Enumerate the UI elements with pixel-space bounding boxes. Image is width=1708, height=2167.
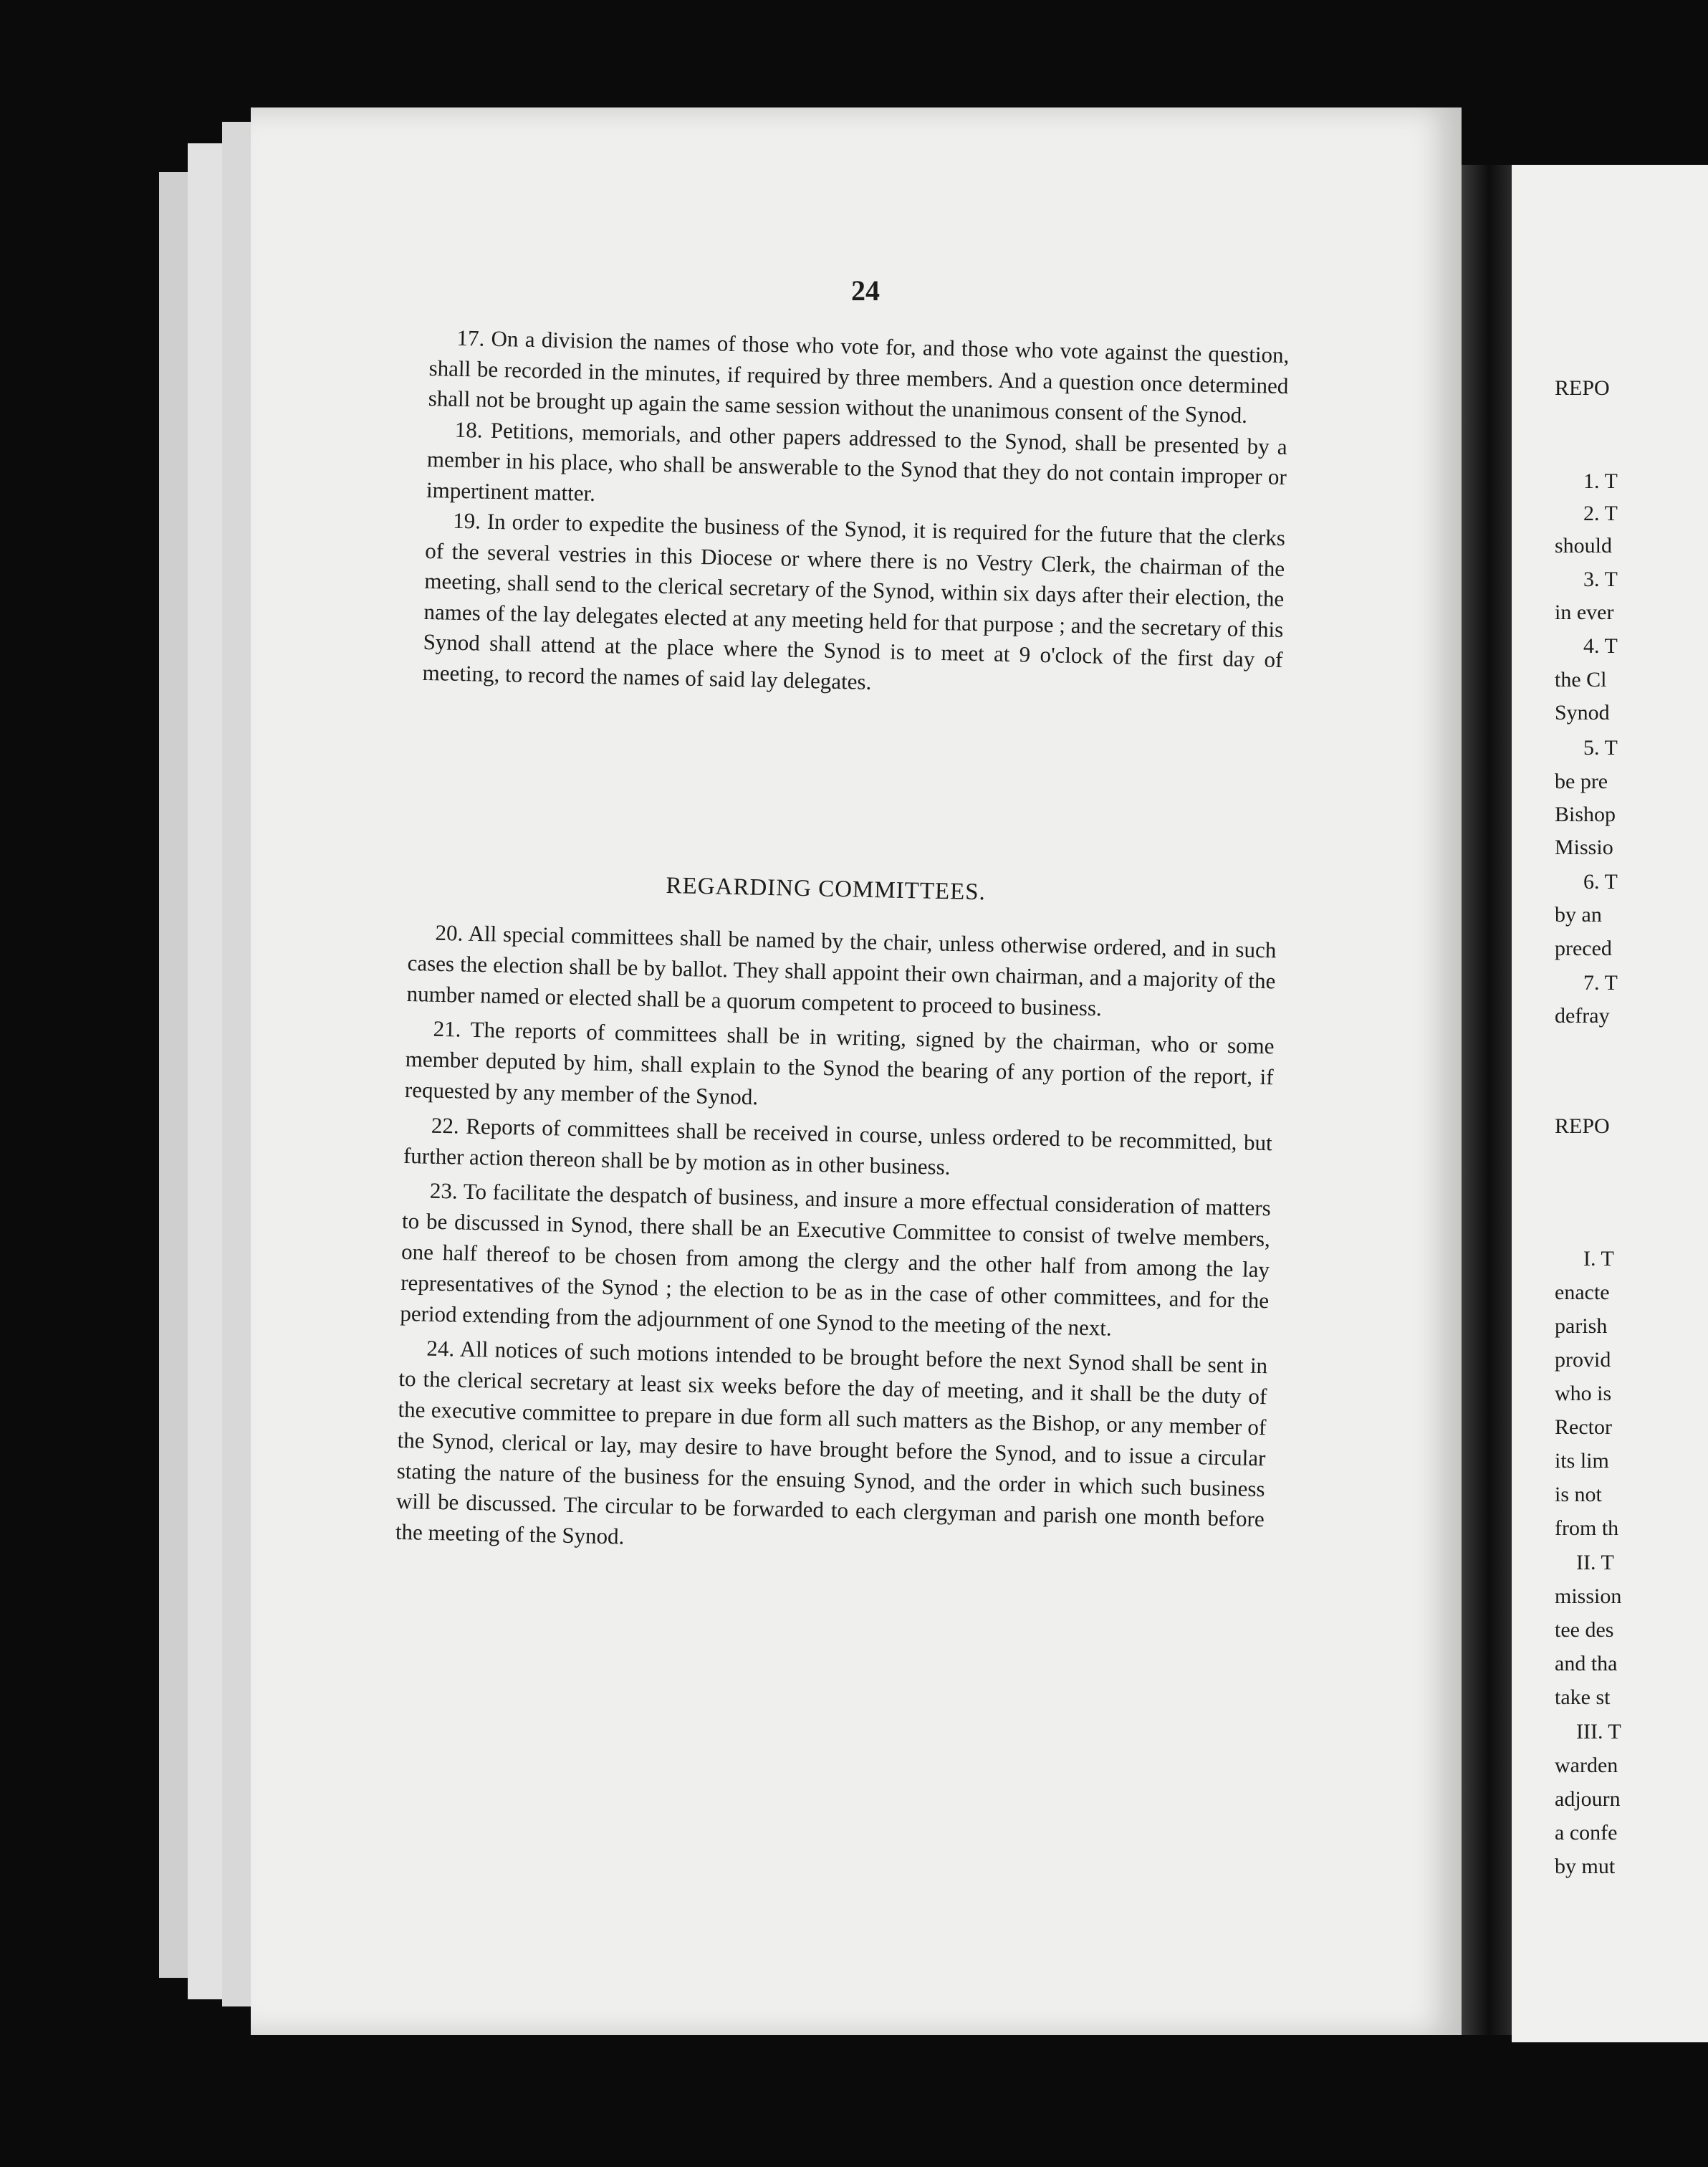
right-fragment: Rector [1555,1415,1612,1439]
right-fragment: defray [1555,1004,1610,1028]
right-fragment: provid [1555,1348,1611,1372]
section-heading: REGARDING COMMITTEES. [666,873,987,906]
right-fragment: I. T [1583,1247,1614,1271]
paragraph-17: 17. On a division the names of those who vote for, and those who vote against the question, shall be recorded in the minutes, if required by three members. And a question once determined shall not be brought up again the same session without the unanimous consent of the Synod. [428,325,1290,428]
paragraph-19: 19. In order to expedite the business of the Synod, it is required for the future that the clerks of the several vestries in this Diocese or where there is no Vestry Clerk, the chairman of the meeting, shall send to the clerical secretary of the Synod, within six days after their election, the names of the lay delegates elected at any meeting held for that purpose ; and the secretary of this Synod shall attend at the place where the Synod is to meet at 9 o'clock of the first day of meeting, to record the names of said lay delegates. [422,507,1286,694]
right-fragment: 5. T [1583,736,1618,760]
right-fragment: is not [1555,1483,1602,1506]
right-fragment: by mut [1555,1855,1616,1878]
page-number: 24 [851,274,880,307]
right-fragment: be pre [1555,770,1608,793]
right-fragment: REPO [1555,1114,1610,1138]
right-fragment: 4. T [1583,634,1618,658]
right-fragment: 6. T [1583,870,1618,894]
right-fragment: parish [1555,1314,1608,1338]
right-fragment: Bishop [1555,803,1616,826]
page-stack-edge [188,143,222,1999]
right-fragment: should [1555,534,1613,558]
right-fragment: II. T [1576,1551,1614,1574]
right-fragment: enacte [1555,1281,1610,1304]
right-fragment: a confe [1555,1821,1618,1845]
paragraph-24: 24. All notices of such motions intended to be brought before the next Synod shall be sent in to the clerical secretary at least six weeks before the day of meeting, and it shall be the duty of the executive committee to prepare in due form all such matters as the Bishop, or any member of the Synod, clerical or lay, may desire to have brought before the Synod, and to issue a circular stating the nature of the business for the ensuing Synod, and the order in which such business will be discussed. The circular to be forwarded to each clergyman and parish one month before the meeting of the Synod. [395,1336,1268,1549]
right-fragment: 3. T [1583,568,1618,591]
paragraph-23: 23. To facilitate the despatch of business, and insure a more effectual consideration of matters to be discussed in Synod, there shall be an Executive Committee to consist of twelve members, one half thereof to be chosen from among the clergy and the other half from among the lay representatives of the Synod ; the election to be as in the case of other committees, and for the period extending from the adjournment of one Synod to the meeting of the next. [400,1178,1272,1341]
right-fragment: adjourn [1555,1787,1621,1811]
page-stack-edge [222,122,251,2006]
right-fragment: III. T [1576,1720,1621,1743]
right-fragment: mission [1555,1584,1622,1608]
right-fragment: from th [1555,1516,1619,1540]
rules-text-upper [422,322,1289,706]
right-fragment: Missio [1555,836,1613,859]
right-fragment: REPO [1555,376,1610,400]
right-fragment: who is [1555,1382,1612,1405]
right-fragment: the Cl [1555,668,1607,692]
right-fragment: tee des [1555,1618,1614,1642]
right-fragment: 2. T [1583,502,1618,525]
right-fragment: 7. T [1583,971,1618,995]
rules-text-lower [395,917,1276,1570]
right-fragment: preced [1555,937,1612,960]
paragraph-22: 22. Reports of committees shall be received in course, unless ordered to be recommitted, but further action thereon shall be by motion as in other business. [403,1112,1273,1180]
right-fragment: take st [1555,1685,1611,1709]
right-fragment: and tha [1555,1652,1618,1675]
right-fragment: its lim [1555,1449,1609,1473]
right-fragment: warden [1555,1754,1618,1777]
book-gutter [1462,165,1512,2035]
paragraph-21: 21. The reports of committees shall be in writing, signed by the chairman, who or some member deputed by him, shall explain to the Synod the bearing of any portion of the report, if requested by any member of the Synod. [404,1016,1275,1110]
right-fragment: in ever [1555,601,1614,624]
paragraph-20: 20. All special committees shall be named by the chair, unless otherwise ordered, and in such cases the election shall be by ballot. They shall appoint their own chairman, and a majority of the number named or elected shall be a quorum competent to proceed to business. [406,919,1277,1020]
page-stack-edge [159,172,188,1978]
right-fragment: Synod [1555,701,1610,724]
right-fragment: by an [1555,903,1602,927]
paragraph-18: 18. Petitions, memorials, and other papers addressed to the Synod, shall be presented by a member in his place, who shall be answerable to the Synod that they do not contain improper or impertinent matter. [426,416,1288,506]
right-fragment: 1. T [1583,469,1618,493]
